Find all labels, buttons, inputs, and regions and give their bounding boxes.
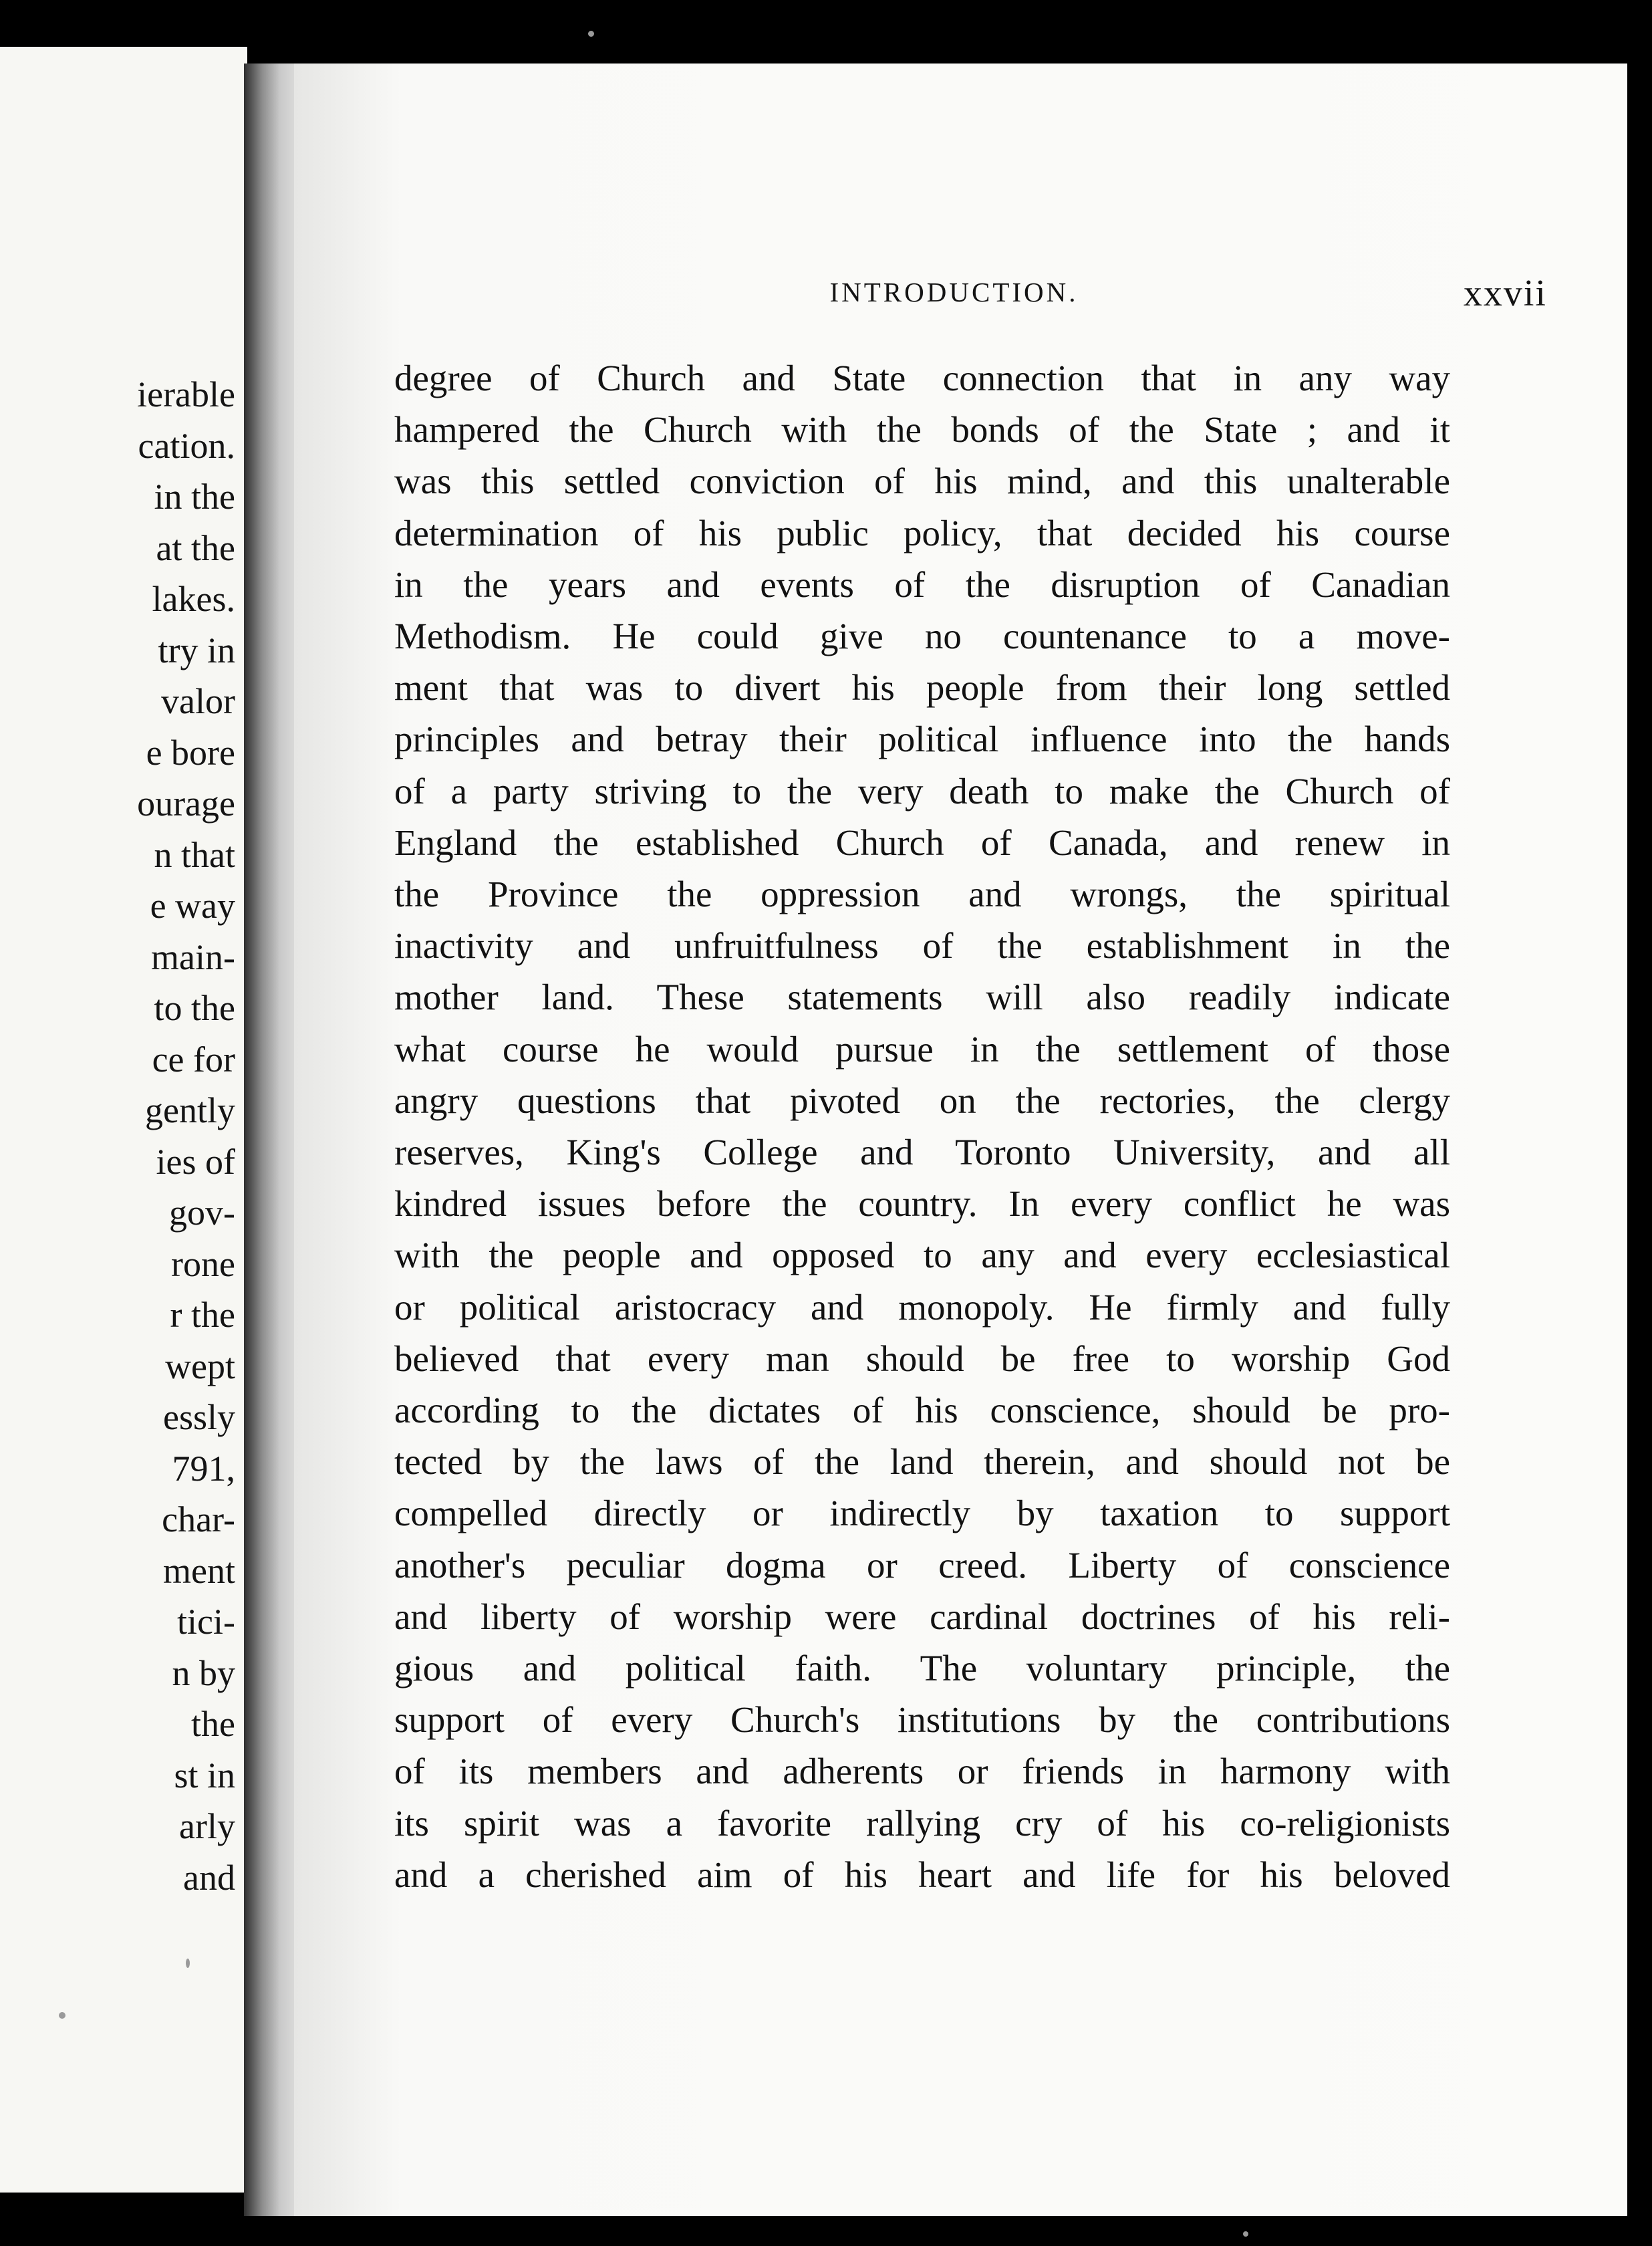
- left-page-line: e way: [150, 886, 235, 926]
- body-line: of a party striving to the very death to make the Church of: [394, 770, 1450, 812]
- body-line: what course he would pursue in the settlement of those: [394, 1028, 1450, 1070]
- body-line: and liberty of worship were cardinal doctrines of his reli-: [394, 1596, 1450, 1637]
- body-text: [394, 352, 1450, 1900]
- left-page-line: gov-: [169, 1193, 235, 1233]
- body-line: kindred issues before the country. In every conflict he was: [394, 1183, 1450, 1225]
- left-page-line: ment: [163, 1550, 235, 1591]
- left-page-line: and: [183, 1857, 235, 1898]
- body-line: with the people and opposed to any and every ecclesiastical: [394, 1235, 1450, 1276]
- left-page-line: e bore: [146, 732, 235, 773]
- right-page: [294, 64, 1627, 2216]
- body-line: ment that was to divert his people from their long settled: [394, 667, 1450, 709]
- body-line: inactivity and unfruitfulness of the establishment in the: [394, 925, 1450, 967]
- left-page-line: tici-: [177, 1602, 235, 1642]
- left-facing-page: [0, 47, 247, 2193]
- left-page-line: wept: [165, 1346, 235, 1386]
- body-line: degree of Church and State connection that in any way: [394, 358, 1450, 398]
- page-number: xxvii: [1463, 273, 1547, 314]
- left-page-line: valor: [161, 681, 235, 721]
- body-line: tected by the laws of the land therein, and should not be: [394, 1441, 1450, 1483]
- body-line: mother land. These statements will also readily indicate: [394, 977, 1450, 1018]
- left-page-line: n that: [154, 834, 235, 875]
- body-line: according to the dictates of his conscience, should be pro-: [394, 1390, 1450, 1431]
- left-page-line: char-: [162, 1499, 235, 1539]
- body-line: its spirit was a favorite rallying cry of his co-religionists: [394, 1802, 1450, 1844]
- body-line: reserves, King's College and Toronto University, and all: [394, 1132, 1450, 1173]
- body-line: and a cherished aim of his heart and life for his beloved: [394, 1854, 1450, 1895]
- dust-speck: [588, 31, 594, 37]
- left-page-line: rone: [171, 1243, 235, 1284]
- left-page-line: essly: [163, 1397, 235, 1437]
- left-page-line: 791,: [172, 1448, 235, 1489]
- body-line: or political aristocracy and monopoly. He firmly and fully: [394, 1286, 1450, 1328]
- running-head: [361, 273, 1547, 330]
- left-page-line: ourage: [137, 783, 235, 824]
- running-title: INTRODUCTION.: [829, 277, 1079, 307]
- left-page-line: main-: [151, 937, 235, 977]
- left-page-line: r the: [170, 1295, 235, 1335]
- dust-speck: [59, 2012, 65, 2019]
- left-page-line: n by: [172, 1652, 235, 1693]
- left-page-line: gently: [145, 1090, 235, 1130]
- left-page-line: lakes.: [152, 579, 235, 619]
- left-page-line: in the: [154, 477, 235, 517]
- body-line: in the years and events of the disruption of Canadian: [394, 564, 1450, 605]
- left-page-line: st in: [174, 1755, 235, 1795]
- body-line: gious and political faith. The voluntary principle, the: [394, 1648, 1450, 1689]
- left-page-text-fragments: [137, 369, 235, 1903]
- body-line: believed that every man should be free to worship God: [394, 1338, 1450, 1379]
- dust-speck: [1243, 2231, 1248, 2237]
- body-line: another's peculiar dogma or creed. Liberty of conscience: [394, 1544, 1450, 1586]
- left-page-line: try in: [158, 630, 235, 670]
- body-line: angry questions that pivoted on the rectories, the clergy: [394, 1080, 1450, 1121]
- body-line: the Province the oppression and wrongs, the spiritual: [394, 874, 1450, 915]
- left-page-line: to the: [154, 988, 235, 1028]
- body-line: hampered the Church with the bonds of the State ; and it: [394, 409, 1450, 451]
- left-page-line: cation.: [138, 425, 235, 466]
- body-line: support of every Church's institutions by the contributions: [394, 1699, 1450, 1741]
- dust-speck: [186, 1959, 190, 1968]
- body-line: Methodism. He could give no countenance to a move-: [394, 616, 1450, 657]
- body-line: determination of his public policy, that decided his course: [394, 512, 1450, 553]
- left-page-line: ies of: [156, 1141, 235, 1182]
- left-page-line: the: [191, 1704, 235, 1744]
- body-line: compelled directly or indirectly by taxation to support: [394, 1493, 1450, 1534]
- left-page-line: ierable: [137, 374, 235, 414]
- body-line: England the established Church of Canada, and renew in: [394, 822, 1450, 863]
- body-line: was this settled conviction of his mind, and this unalterable: [394, 461, 1450, 502]
- body-line: principles and betray their political influence into the hands: [394, 719, 1450, 760]
- left-page-line: at the: [156, 527, 235, 568]
- left-page-line: ce for: [152, 1039, 235, 1080]
- left-page-line: arly: [179, 1806, 235, 1846]
- body-line: of its members and adherents or friends in harmony with: [394, 1751, 1450, 1792]
